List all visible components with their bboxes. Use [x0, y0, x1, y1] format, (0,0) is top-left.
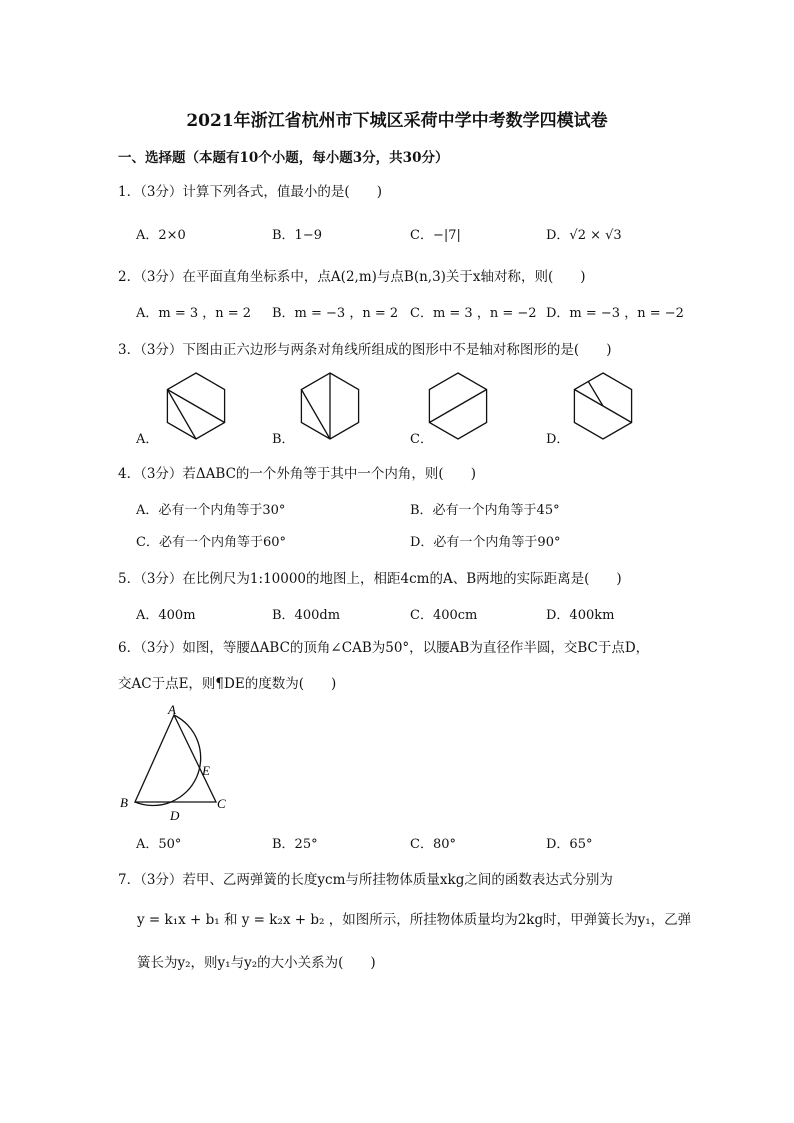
question-3-option-c: C．	[410, 432, 433, 447]
question-3-stem: 3．（3分）下图由正六边形与两条对角线所组成的图形中不是轴对称图形的是( )	[118, 342, 612, 358]
question-3-option-d: D．	[546, 432, 570, 447]
page-title: 2021年浙江省杭州市下城区采荷中学中考数学四模试卷	[186, 111, 608, 131]
question-4-option-c: C．必有一个内角等于60°	[136, 535, 286, 550]
question-4-option-b: B．必有一个内角等于45°	[410, 503, 560, 518]
question-6-stem-line1: 6．（3分）如图，等腰ΔABC的顶角∠CAB为50°，以腰AB为直径作半圆，交BC于点D，	[118, 640, 650, 656]
question-5-option-b: B．400dm	[272, 608, 341, 623]
label-c: C	[217, 796, 226, 811]
question-2-option-a: A．m = 3 ，n = 2	[136, 306, 252, 321]
question-7-stem-line2: y = k₁x + b₁ 和 y = k₂x + b₂ ，如图所示，所挂物体质量均为2kg时，甲弹簧长为y₁，乙弹	[137, 912, 692, 928]
question-2-stem: 2．（3分）在平面直角坐标系中，点A(2,m)与点B(n,3)关于x轴对称，则( )	[118, 269, 586, 285]
question-5-stem: 5．（3分）在比例尺为1:10000的地图上，相距4cm的A、B两地的实际距离是( )	[118, 571, 622, 587]
question-6-option-a: A．50°	[136, 837, 182, 852]
question-1-option-b: B．1−9	[272, 228, 322, 243]
question-7-stem-line1: 7．（3分）若甲、乙两弹簧的长度ycm与所挂物体质量xkg之间的函数表达式分别为	[118, 872, 613, 888]
question-1-option-a: A．2×0	[136, 228, 186, 243]
question-6-option-b: B．25°	[272, 837, 318, 852]
label-b: B	[120, 795, 128, 810]
question-3-option-a: A．	[136, 432, 159, 447]
question-2-option-b: B．m = −3 ，n = 2	[272, 306, 399, 321]
question-6-option-c: C．80°	[410, 837, 456, 852]
question-4-stem: 4．（3分）若ΔABC的一个外角等于其中一个内角，则( )	[118, 466, 476, 482]
label-e: E	[202, 763, 210, 778]
question-4-option-a: A．必有一个内角等于30°	[136, 503, 286, 518]
label-d: D	[170, 808, 180, 823]
question-1-stem: 1．（3分）计算下列各式，值最小的是( )	[118, 184, 382, 200]
question-1-option-d: D．√2 × √3	[546, 228, 622, 243]
section-heading: 一、选择题（本题有10个小题，每小题3分，共30分）	[118, 150, 449, 166]
question-3-option-b: B．	[272, 432, 295, 447]
question-2-option-c: C．m = 3 ，n = −2	[410, 306, 537, 321]
question-5-option-d: D．400km	[546, 608, 615, 623]
label-a: A	[168, 702, 176, 717]
question-7-stem-line3: 簧长为y₂，则y₁与y₂的大小关系为( )	[137, 955, 376, 971]
question-4-option-d: D．必有一个内角等于90°	[410, 535, 561, 550]
question-5-option-c: C．400cm	[410, 608, 478, 623]
question-2-option-d: D．m = −3 ，n = −2	[546, 306, 684, 321]
question-1-option-c: C．−|7|	[410, 228, 461, 243]
question-6-option-d: D．65°	[546, 837, 593, 852]
question-5-option-a: A．400m	[136, 608, 196, 623]
question-6-stem-line2: 交AC于点E，则¶DE的度数为( )	[118, 676, 337, 692]
